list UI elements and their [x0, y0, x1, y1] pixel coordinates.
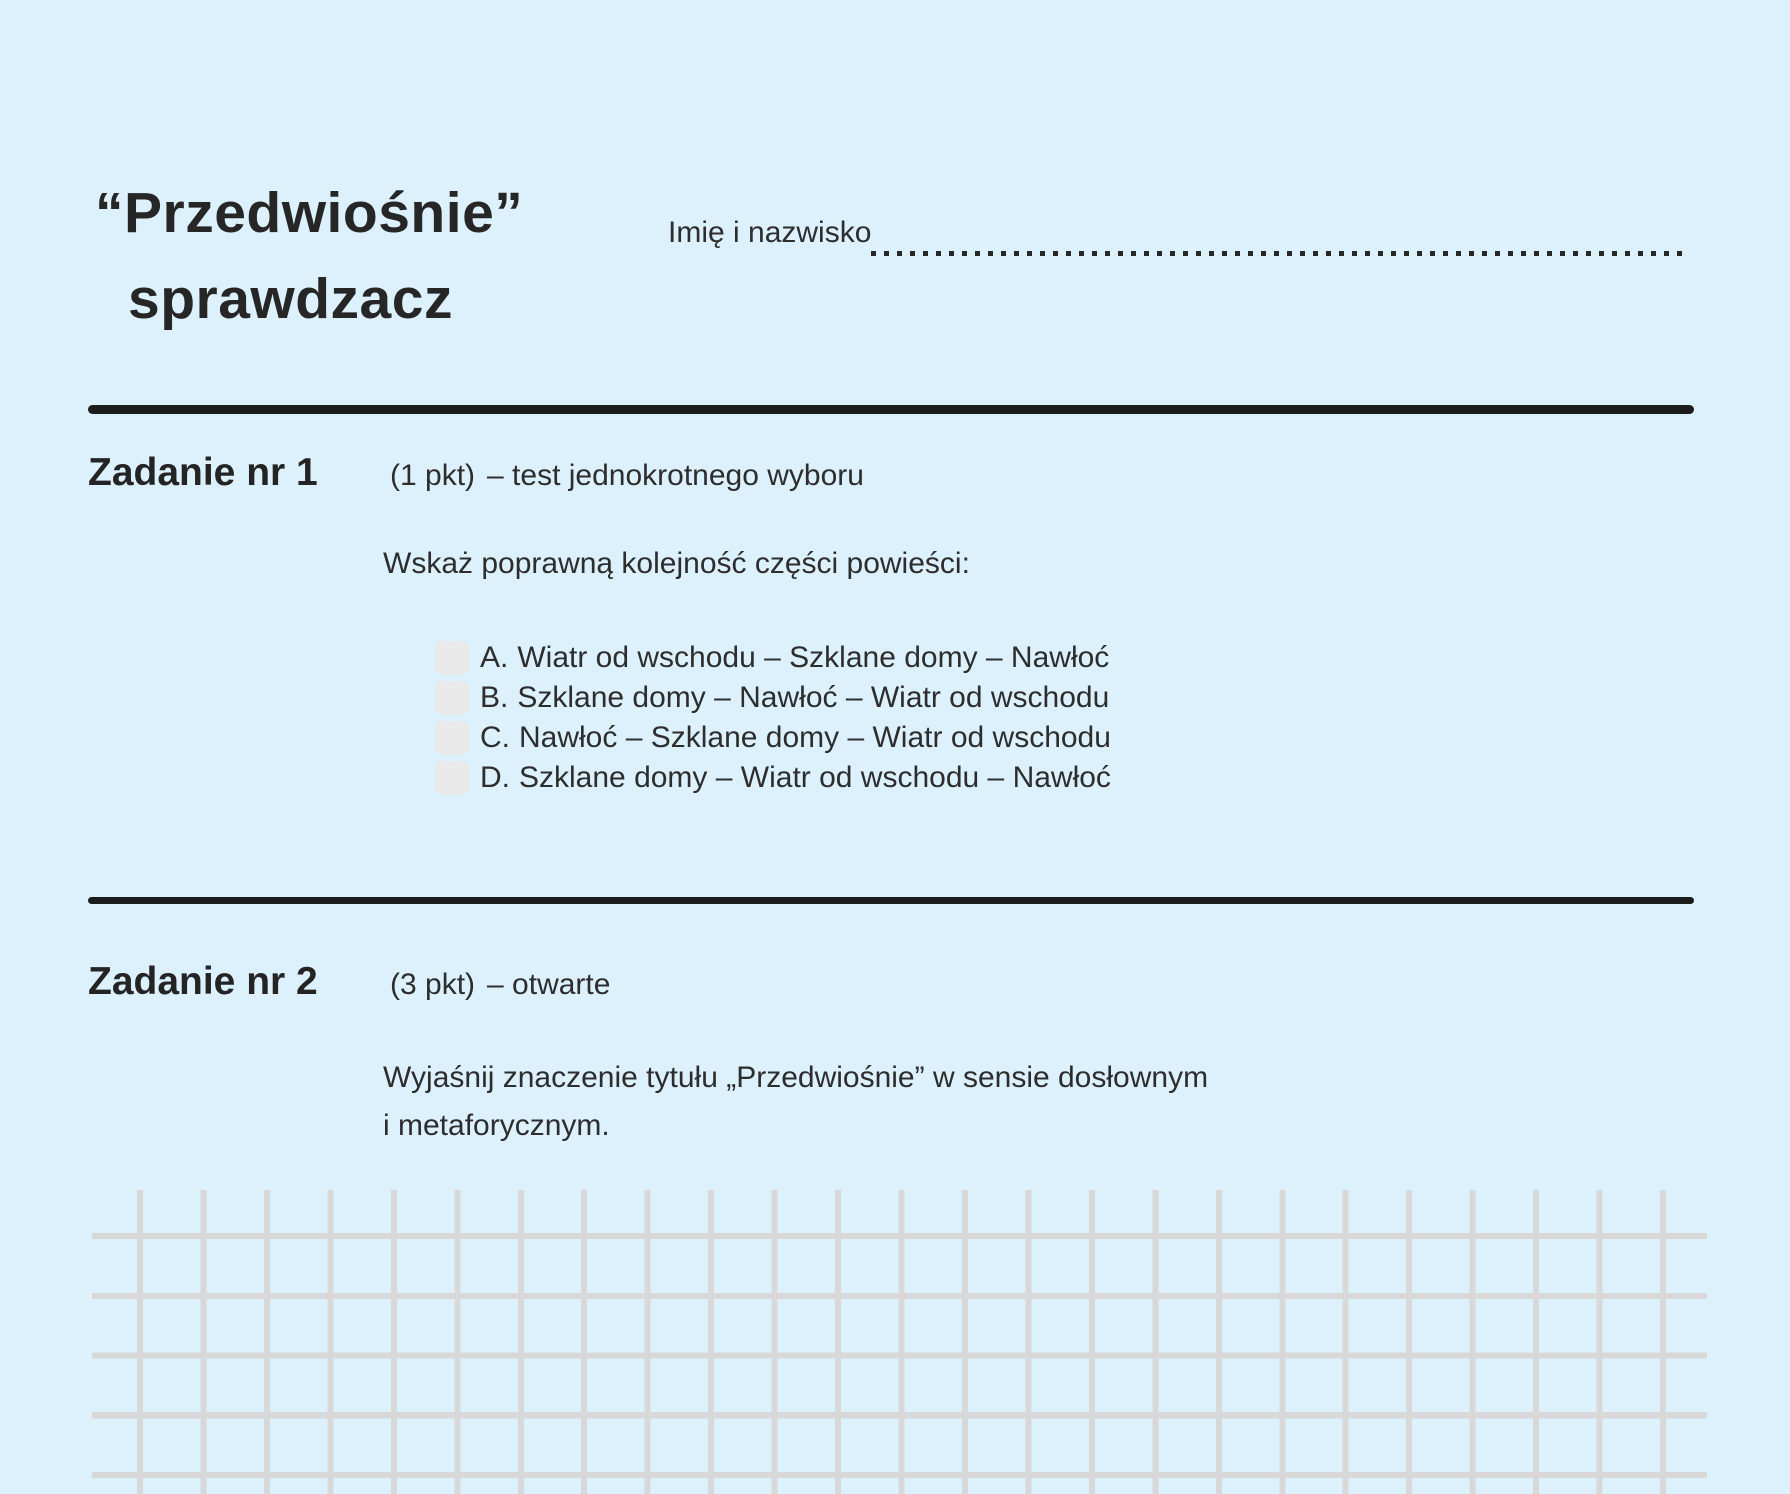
task1-question: Wskaż poprawną kolejność części powieści:: [383, 547, 970, 580]
task1-options: [435, 638, 1111, 798]
task2-points: (3 pkt): [390, 968, 476, 1001]
section-divider-middle: [88, 897, 1694, 904]
option-text: Szklane domy – Wiatr od wschodu – Nawłoć: [519, 761, 1111, 794]
task2-heading-row: [88, 960, 610, 1004]
option-checkbox-a[interactable]: [435, 641, 469, 675]
option-row-b[interactable]: [435, 678, 1111, 718]
page-title-line1: “Przedwiośnie”: [95, 181, 524, 245]
task1-points: (1 pkt): [390, 459, 476, 492]
name-input-line[interactable]: [871, 251, 1688, 256]
task2-question: [383, 1054, 1208, 1150]
option-checkbox-c[interactable]: [435, 721, 469, 755]
task2-heading: Zadanie nr 2: [88, 960, 318, 1003]
option-letter: B.: [480, 681, 509, 714]
option-checkbox-b[interactable]: [435, 681, 469, 715]
page-title: [95, 170, 523, 342]
option-checkbox-d[interactable]: [435, 761, 469, 795]
section-divider-top: [88, 405, 1694, 414]
task2-question-line1: Wyjaśnij znaczenie tytułu „Przedwiośnie” w sensie dosłownym: [383, 1061, 1209, 1094]
option-row-c[interactable]: [435, 718, 1111, 758]
answer-area-grid-horizontals: [92, 1233, 1707, 1478]
task1-heading: Zadanie nr 1: [88, 451, 318, 494]
task1-type: – test jednokrotnego wyboru: [487, 459, 864, 492]
option-letter: C.: [480, 721, 510, 754]
page-title-line2: sprawdzacz: [128, 267, 453, 331]
option-letter: A.: [480, 641, 509, 674]
name-field: [668, 198, 1688, 258]
option-letter: D.: [480, 761, 510, 794]
option-row-a[interactable]: [435, 638, 1111, 678]
option-text: Szklane domy – Nawłoć – Wiatr od wschodu: [517, 681, 1110, 714]
option-row-d[interactable]: [435, 758, 1111, 798]
option-text: Nawłoć – Szklane domy – Wiatr od wschodu: [519, 721, 1111, 754]
option-text: Wiatr od wschodu – Szklane domy – Nawłoć: [517, 641, 1110, 674]
name-field-label: Imię i nazwisko: [668, 216, 872, 249]
task2-type: – otwarte: [487, 968, 611, 1001]
task2-question-line2: i metaforycznym.: [383, 1109, 610, 1142]
task1-heading-row: [88, 451, 864, 495]
